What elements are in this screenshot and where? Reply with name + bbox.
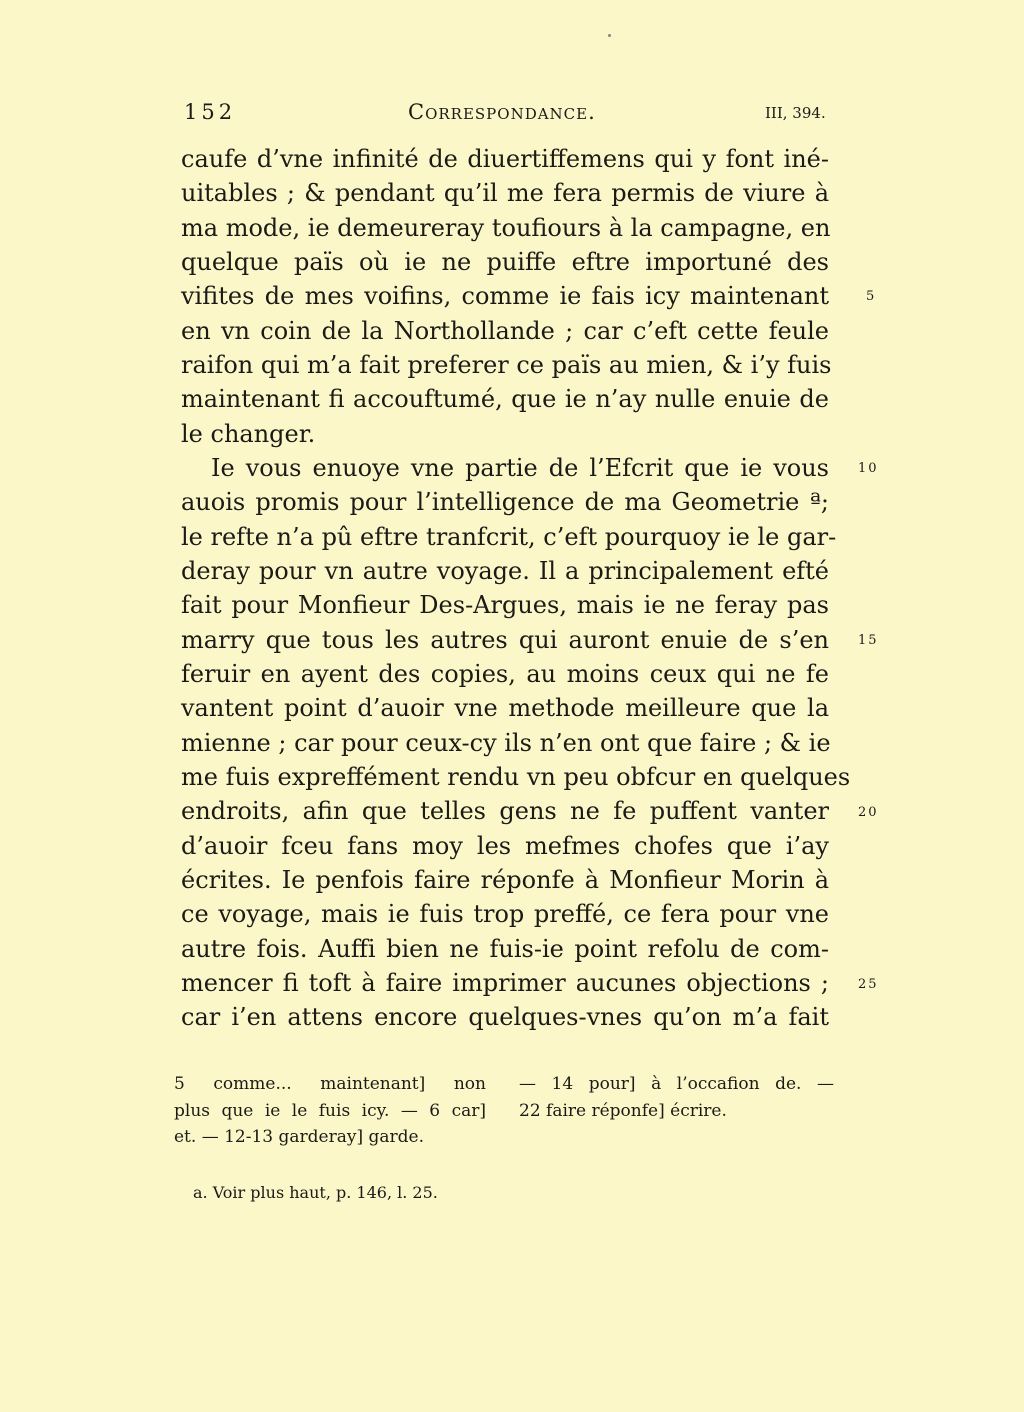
variant-line: 5 comme... maintenant] non [174,1074,486,1094]
text-line: auois promis pour l’intelligence de ma Geometrie ª; [181,488,829,517]
variants-right-column [519,1071,834,1124]
text-line: me fuis expreffément rendu vn peu obfcur en quelques [181,762,851,791]
text-line: uitables ; & pendant qu’il me fera permis de viure à [181,179,829,208]
line-number: 10 [858,461,879,476]
text-line: Ie vous enuoye vne partie de l’Efcrit que ie vous [211,453,829,482]
page-number: 152 [184,100,237,124]
text-line: feruir en ayent des copies, au moins ceux qui ne fe [181,659,829,688]
text-line: le changer. [181,419,316,448]
text-line: quelque païs où ie ne puiffe eftre importuné des [181,247,829,276]
variant-line: plus que ie le fuis icy. — 6 car] [174,1100,486,1121]
line-number: 15 [858,633,879,648]
letter-text [181,142,851,1035]
line-number: 20 [858,805,879,820]
text-line: autre fois. Auffi bien ne fuis-ie point refolu de com- [181,934,829,963]
text-line: fait pour Monfieur Des-Argues, mais ie ne feray pas [181,591,829,620]
text-line: ce voyage, mais ie fuis trop preffé, ce fera pour vne [181,900,829,929]
volume-reference: III, 394. [765,104,826,122]
text-line: le refte n’a pû eftre tranfcrit, c’eft pourquoy ie le gar- [181,522,837,551]
variant-line: et. — 12-13 garderay] garde. [174,1127,424,1147]
text-line: mencer fi toft à faire imprimer aucunes objections ; [181,968,829,997]
paper-speck [608,34,611,37]
variant-line: — 14 pour] à l’occafion de. — [519,1074,834,1094]
text-line: en vn coin de la Northollande ; car c’eft cette feule [181,316,829,345]
text-line: d’auoir fceu fans moy les mefmes chofes que i’ay [181,831,829,860]
text-line: vifites de mes voifins, comme ie fais icy maintenant [181,282,829,311]
text-line: maintenant fi accouftumé, que ie n’ay nulle enuie de [181,385,829,414]
variant-line: 22 faire réponfe] écrire. [519,1100,727,1121]
text-line: deray pour vn autre voyage. Il a principalement efté [181,556,829,585]
text-line: caufe d’vne infinité de diuertiffemens qui y font iné- [181,145,829,173]
line-number: 5 [866,289,877,304]
text-line: endroits, afin que telles gens ne fe puffent vanter [181,797,829,826]
text-line: écrites. Ie penfois faire réponfe à Monfieur Morin à [181,865,829,894]
line-number: 25 [858,977,879,992]
running-title: Correspondance. [408,100,596,124]
text-line: car i’en attens encore quelques-vnes qu’on m’a fait [181,1003,829,1032]
text-line: ma mode, ie demeureray toufiours à la campagne, en [181,213,831,242]
footnote: a. Voir plus haut, p. 146, l. 25. [193,1183,438,1202]
text-line: marry que tous les autres qui auront enuie de s’en [181,625,829,654]
variants-left-column [174,1071,486,1151]
text-line: raifon qui m’a fait preferer ce païs au mien, & i’y fuis [181,350,832,379]
text-line: mienne ; car pour ceux-cy ils n’en ont que faire ; & ie [181,728,831,757]
running-header [0,96,1024,128]
text-line: vantent point d’auoir vne methode meilleure que la [181,694,829,723]
